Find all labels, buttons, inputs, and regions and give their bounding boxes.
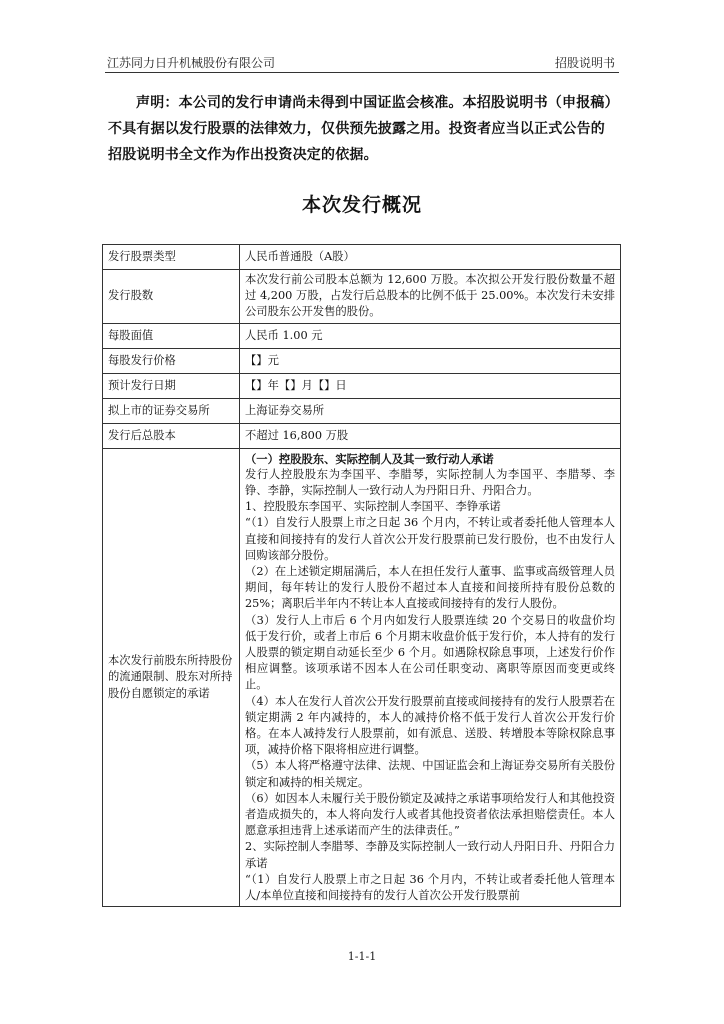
- table-row: [103, 423, 621, 448]
- lockup-paragraph: （2）在上述锁定期届满后，本人在担任发行人董事、监事或高级管理人员期间，每年转让的发行人股份不超过本人直接和间接所持有股份总数的 25%；离职后半年内不转让本人直接或间接持有的发行人股份。: [245, 565, 615, 611]
- running-header: [105, 52, 619, 73]
- document-type: 招股说明书: [554, 56, 615, 70]
- offering-overview-table: [102, 244, 621, 907]
- row-value: 【】年【】月【】日: [240, 373, 621, 398]
- row-value: 上海证券交易所: [240, 398, 621, 423]
- row-value: 【】元: [240, 348, 621, 373]
- row-label: 预计发行日期: [103, 373, 240, 398]
- lockup-paragraph: （3）发行人上市后 6 个月内如发行人股票连续 20 个交易日的收盘价均低于发行价，或者上市后 6 个月期末收盘价低于发行价，本人持有的发行人股票的锁定期自动延长至少 6 个月。如遇除权除息事项，上述发行价作相应调整。该项承诺不因本人在公司任职变动、离职等原因而变更或终止。: [245, 613, 615, 692]
- lockup-paragraph: 1、控股股东李国平、实际控制人李国平、李铮承诺: [245, 500, 501, 514]
- lockup-heading: （一）控股股东、实际控制人及其一致行动人承诺: [245, 451, 494, 466]
- table-row: [103, 348, 621, 373]
- lockup-label: 本次发行前股东所持股份的流通限制、股东对所持股份自愿锁定的承诺: [103, 448, 240, 907]
- section-title: 本次发行概况: [301, 194, 422, 216]
- table-row-lockup: [103, 448, 621, 907]
- lockup-paragraph: （5）本人将严格遵守法律、法规、中国证监会和上海证券交易所有关股份锁定和减持的相关规定。: [245, 759, 615, 789]
- lockup-paragraph: “（1）自发行人股票上市之日起 36 个月内，不转让或者委托他人管理本人/本单位直接和间接持有的发行人首次公开发行股票前: [245, 872, 615, 903]
- declaration: 声明：本公司的发行申请尚未得到中国证监会核准。本招股说明书（申报稿）不具有据以发行股票的法律效力，仅供预先披露之用。投资者应当以正式公告的招股说明书全文作为作出投资决定的依据。: [108, 95, 612, 163]
- page-number: 1-1-1: [347, 950, 377, 963]
- row-label: 每股面值: [103, 323, 240, 348]
- lockup-paragraph: 2、实际控制人李腊琴、李静及实际控制人一致行动人丹阳日升、丹阳合力承诺: [245, 840, 615, 870]
- row-label: 发行股数: [103, 270, 240, 324]
- company-name: 江苏同力日升机械股份有限公司: [107, 56, 276, 70]
- lockup-paragraph: （4）本人在发行人首次公开发行股票前直接或间接持有的发行人股票若在锁定期满 2 年内减持的，本人的减持价格不低于发行人首次公开发行价格。在本人减持发行人股票前，如有派息、送股、转增股本等除权除息事项，减持价格下限将相应进行调整。: [245, 694, 615, 757]
- row-value: 人民币普通股（A股）: [240, 245, 621, 270]
- table-row: [103, 323, 621, 348]
- lockup-paragraph: “（1）自发行人股票上市之日起 36 个月内，不转让或者委托他人管理本人直接和间接持有的发行人首次公开发行股票前已发行股份，也不由发行人回购该部分股份。: [245, 516, 615, 562]
- row-value: 不超过 16,800 万股: [240, 423, 621, 448]
- row-label: 发行股票类型: [103, 245, 240, 270]
- lockup-commitments: [240, 448, 621, 907]
- table-row: [103, 398, 621, 423]
- lockup-paragraph: 发行人控股股东为李国平、李腊琴，实际控制人为李国平、李腊琴、李铮、李静，实际控制人一致行动人为丹阳日升、丹阳合力。: [245, 467, 615, 498]
- row-value: 人民币 1.00 元: [240, 323, 621, 348]
- lockup-paragraph: （6）如因本人未履行关于股份锁定及减持之承诺事项给发行人和其他投资者造成损失的，本人将向发行人或者其他投资者依法承担赔偿责任。本人愿意承担违背上述承诺而产生的法律责任。”: [245, 791, 615, 838]
- table-row: [103, 270, 621, 324]
- table-row: [103, 245, 621, 270]
- row-label: 发行后总股本: [103, 423, 240, 448]
- table-row: [103, 373, 621, 398]
- row-value: [240, 270, 621, 324]
- row-label: 每股发行价格: [103, 348, 240, 373]
- row-value-text: 本次发行前公司股本总额为 12,600 万股。本次拟公开发行股份数量不超过 4,200 万股，占发行后总股本的比例不低于 25.00%。本次发行未安排公司股东公开发售的股份。: [245, 273, 615, 319]
- row-label: 拟上市的证券交易所: [103, 398, 240, 423]
